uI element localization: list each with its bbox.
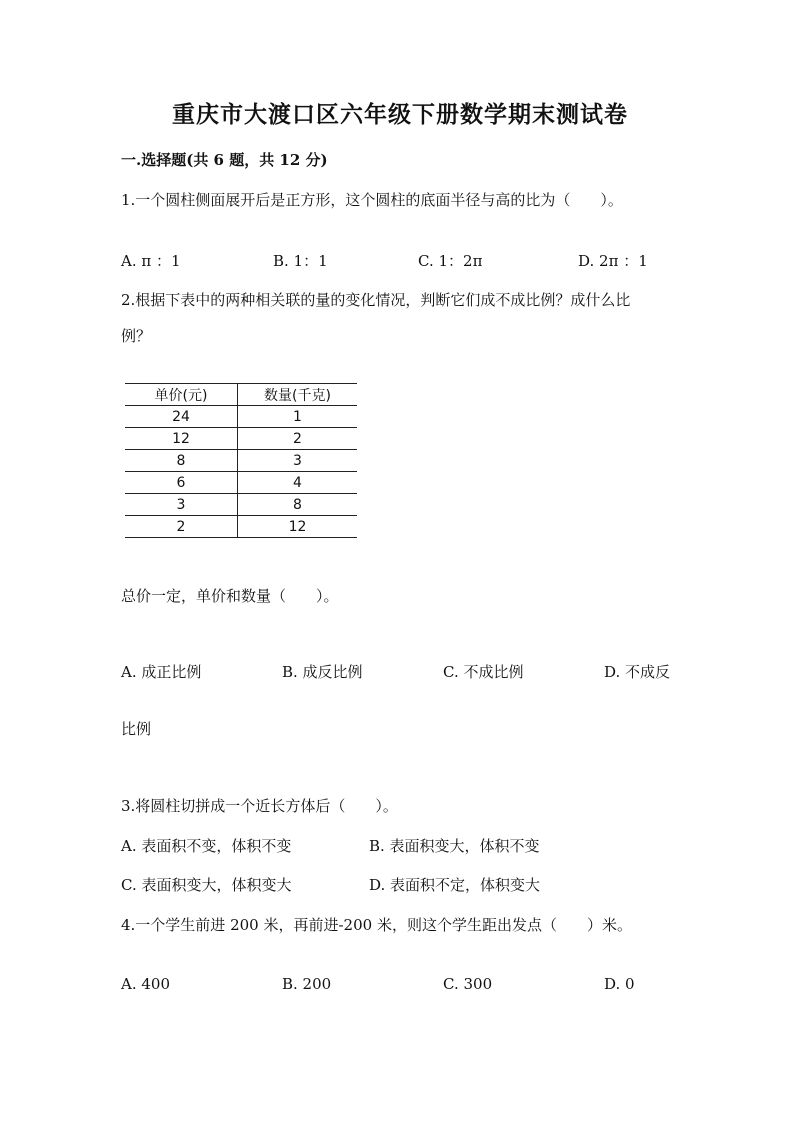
- price-quantity-table: [125, 383, 357, 538]
- table-row: [125, 494, 357, 516]
- table-cell-unit-price: 6: [125, 472, 238, 494]
- question-4-text: 4.一个学生前进 200 米，再前进-200 米，则这个学生距出发点（ ）米。: [121, 916, 632, 934]
- question-2-option-c: C. 不成比例: [443, 663, 524, 681]
- question-2-option-a: A. 成正比例: [121, 663, 202, 681]
- question-1-text: 1.一个圆柱侧面展开后是正方形，这个圆柱的底面半径与高的比为（ ）。: [121, 191, 623, 209]
- question-3-text: 3.将圆柱切拼成一个近长方体后（ ）。: [121, 797, 398, 815]
- question-2-option-d-wrap: 比例: [121, 720, 152, 738]
- table-row: [125, 406, 357, 428]
- question-3-option-d: D. 表面积不定，体积变大: [369, 876, 541, 894]
- question-2-text-line-1: 2.根据下表中的两种相关联的量的变化情况，判断它们成不成比例？成什么比: [121, 291, 631, 309]
- table-row: [125, 472, 357, 494]
- table-cell-unit-price: 3: [125, 494, 238, 516]
- question-4-option-c: C. 300: [443, 975, 493, 993]
- question-2-option-b: B. 成反比例: [282, 663, 363, 681]
- question-3-option-b: B. 表面积变大，体积不变: [369, 837, 540, 855]
- table-cell-quantity: 8: [238, 494, 358, 516]
- question-1-option-b: B. 1：1: [273, 252, 328, 270]
- table-cell-quantity: 4: [238, 472, 358, 494]
- question-1-option-c: C. 1：2π: [418, 252, 483, 270]
- question-2-option-d: D. 不成反: [604, 663, 671, 681]
- question-3-option-c: C. 表面积变大，体积变大: [121, 876, 292, 894]
- table-cell-quantity: 2: [238, 428, 358, 450]
- table-row: [125, 450, 357, 472]
- table-cell-unit-price: 8: [125, 450, 238, 472]
- table-header-quantity: 数量(千克): [238, 384, 358, 406]
- question-4-option-d: D. 0: [604, 975, 635, 993]
- question-1-option-d: D. 2π ：1: [578, 252, 648, 270]
- table-row: [125, 516, 357, 538]
- question-2-text-line-2: 例？: [121, 327, 152, 345]
- table-cell-quantity: 3: [238, 450, 358, 472]
- table-header-row: [125, 384, 357, 406]
- table-cell-quantity: 1: [238, 406, 358, 428]
- question-2-stem: 总价一定，单价和数量（ ）。: [121, 587, 339, 605]
- table-cell-unit-price: 12: [125, 428, 238, 450]
- table-row: [125, 428, 357, 450]
- table-header-unit-price: 单价(元): [125, 384, 238, 406]
- table-cell-quantity: 12: [238, 516, 358, 538]
- question-1-option-a: A. π ：1: [121, 252, 181, 270]
- table-cell-unit-price: 2: [125, 516, 238, 538]
- question-4-option-b: B. 200: [282, 975, 332, 993]
- page-title: 重庆市大渡口区六年级下册数学期末测试卷: [172, 101, 628, 128]
- question-4-option-a: A. 400: [121, 975, 170, 993]
- section-heading: 一.选择题(共 6 题，共 12 分): [121, 151, 328, 169]
- question-3-option-a: A. 表面积不变，体积不变: [121, 837, 292, 855]
- table-cell-unit-price: 24: [125, 406, 238, 428]
